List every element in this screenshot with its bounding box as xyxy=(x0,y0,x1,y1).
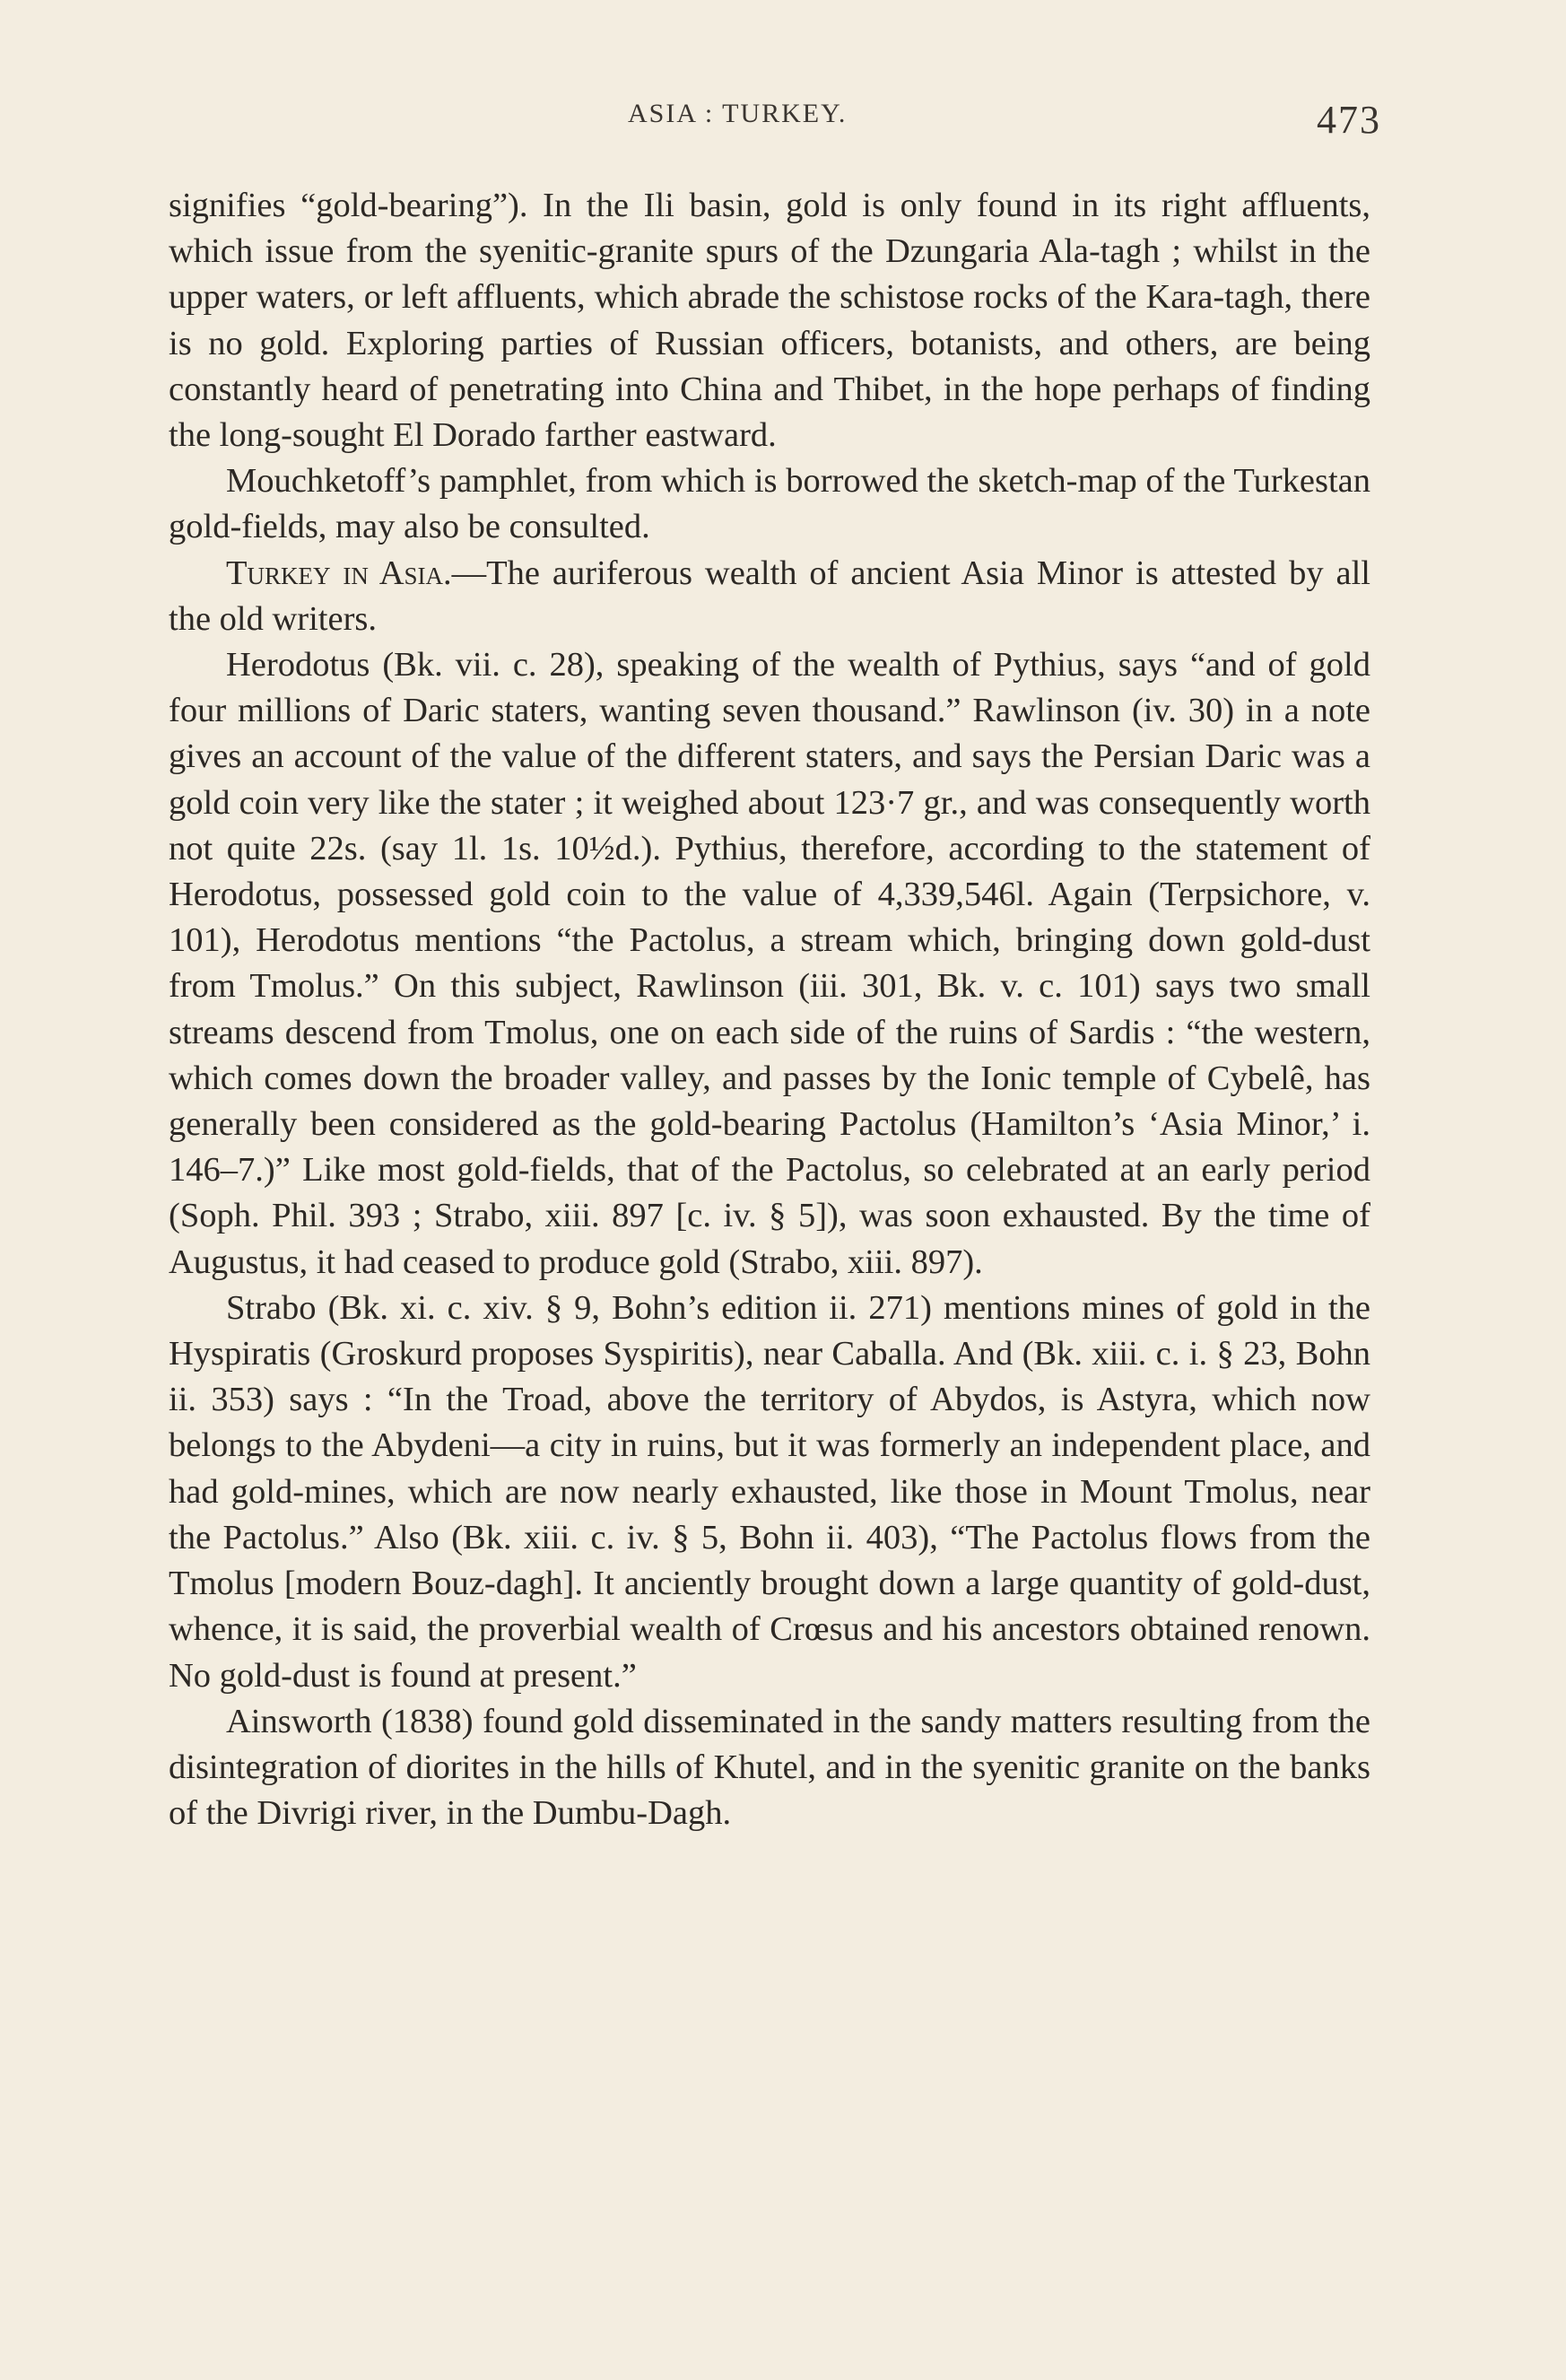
paragraph-text: —The auriferous wealth of ancient Asia Minor is attested by all the old writers. xyxy=(169,554,1370,638)
running-head-title: ASIA : TURKEY. xyxy=(628,99,848,128)
paragraph xyxy=(169,551,1370,642)
page-number: 473 xyxy=(1317,98,1381,142)
paragraph: Strabo (Bk. xi. c. xiv. § 9, Bohn’s edition ii. 271) mentions mines of gold in the Hyspiratis (Groskurd proposes Syspiritis), near Caballa. And (Bk. xiii. c. i. § 23, Bohn ii. 353) says : “In the Troad, above the territory of Abydos, is Astyra, which now belongs to the Abydeni—a city in ruins, but it was formerly an independent place, and had gold-mines, which are now nearly exhausted, like those in Mount Tmolus, near the Pactolus.” Also (Bk. xiii. c. iv. § 5, Bohn ii. 403), “The Pactolus flows from the Tmolus [modern Bouz-dagh]. It anciently brought down a large quantity of gold-dust, whence, it is said, the proverbial wealth of Crœsus and his ancestors obtained renown. No gold-dust is found at present.” xyxy=(169,1288,1370,1695)
paragraph: Mouchketoff’s pamphlet, from which is borrowed the sketch-map of the Turkestan gold-fields, may also be consulted. xyxy=(169,462,1370,546)
section-heading: Turkey in Asia. xyxy=(226,554,452,592)
paragraph: signifies “gold-bearing”). In the Ili basin, gold is only found in its right affluents, which issue from the syenitic-granite spurs of the Dzungaria Ala-tagh ; whilst in the upper waters, or left affluents, which abrade the schistose rocks of the Kara-tagh, there is no gold. Exploring parties of Russian officers, botanists, and others, are being constantly heard of penetrating into China and Thibet, in the hope perhaps of finding the long-sought El Dorado farther eastward. xyxy=(169,187,1370,455)
paragraph: Herodotus (Bk. vii. c. 28), speaking of the wealth of Pythius, says “and of gold four millions of Daric staters, wanting seven thousand.” Rawlinson (iv. 30) in a note gives an account of the value of the different staters, and says the Persian Daric was a gold coin very like the stater ; it weighed about 123·7 gr., and was consequently worth not quite 22s. (say 1l. 1s. 10½d.). Pythius, therefore, according to the statement of Herodotus, possessed gold coin to the value of 4,339,546l. Again (Terpsichore, v. 101), Herodotus mentions “the Pactolus, a stream which, bringing down gold-dust from Tmolus.” On this subject, Rawlinson (iii. 301, Bk. v. c. 101) says two small streams descend from Tmolus, one on each side of the ruins of Sardis : “the western, which comes down the broader valley, and passes by the Ionic temple of Cybelê, has generally been considered as the gold-bearing Pactolus (Hamilton’s ‘Asia Minor,’ i. 146–7.)” Like most gold-fields, that of the Pactolus, so celebrated at an early period (Soph. Phil. 393 ; Strabo, xiii. 897 [c. iv. § 5]), was soon exhausted. By the time of Augustus, it had ceased to produce gold (Strabo, xiii. 897). xyxy=(169,646,1370,1281)
body-text xyxy=(169,183,1370,1836)
paragraph: Ainsworth (1838) found gold disseminated in the sandy matters resulting from the disintegration of diorites in the hills of Khutel, and in the syenitic granite on the banks of the Divrigi river, in the Dumbu-Dagh. xyxy=(169,1702,1370,1833)
